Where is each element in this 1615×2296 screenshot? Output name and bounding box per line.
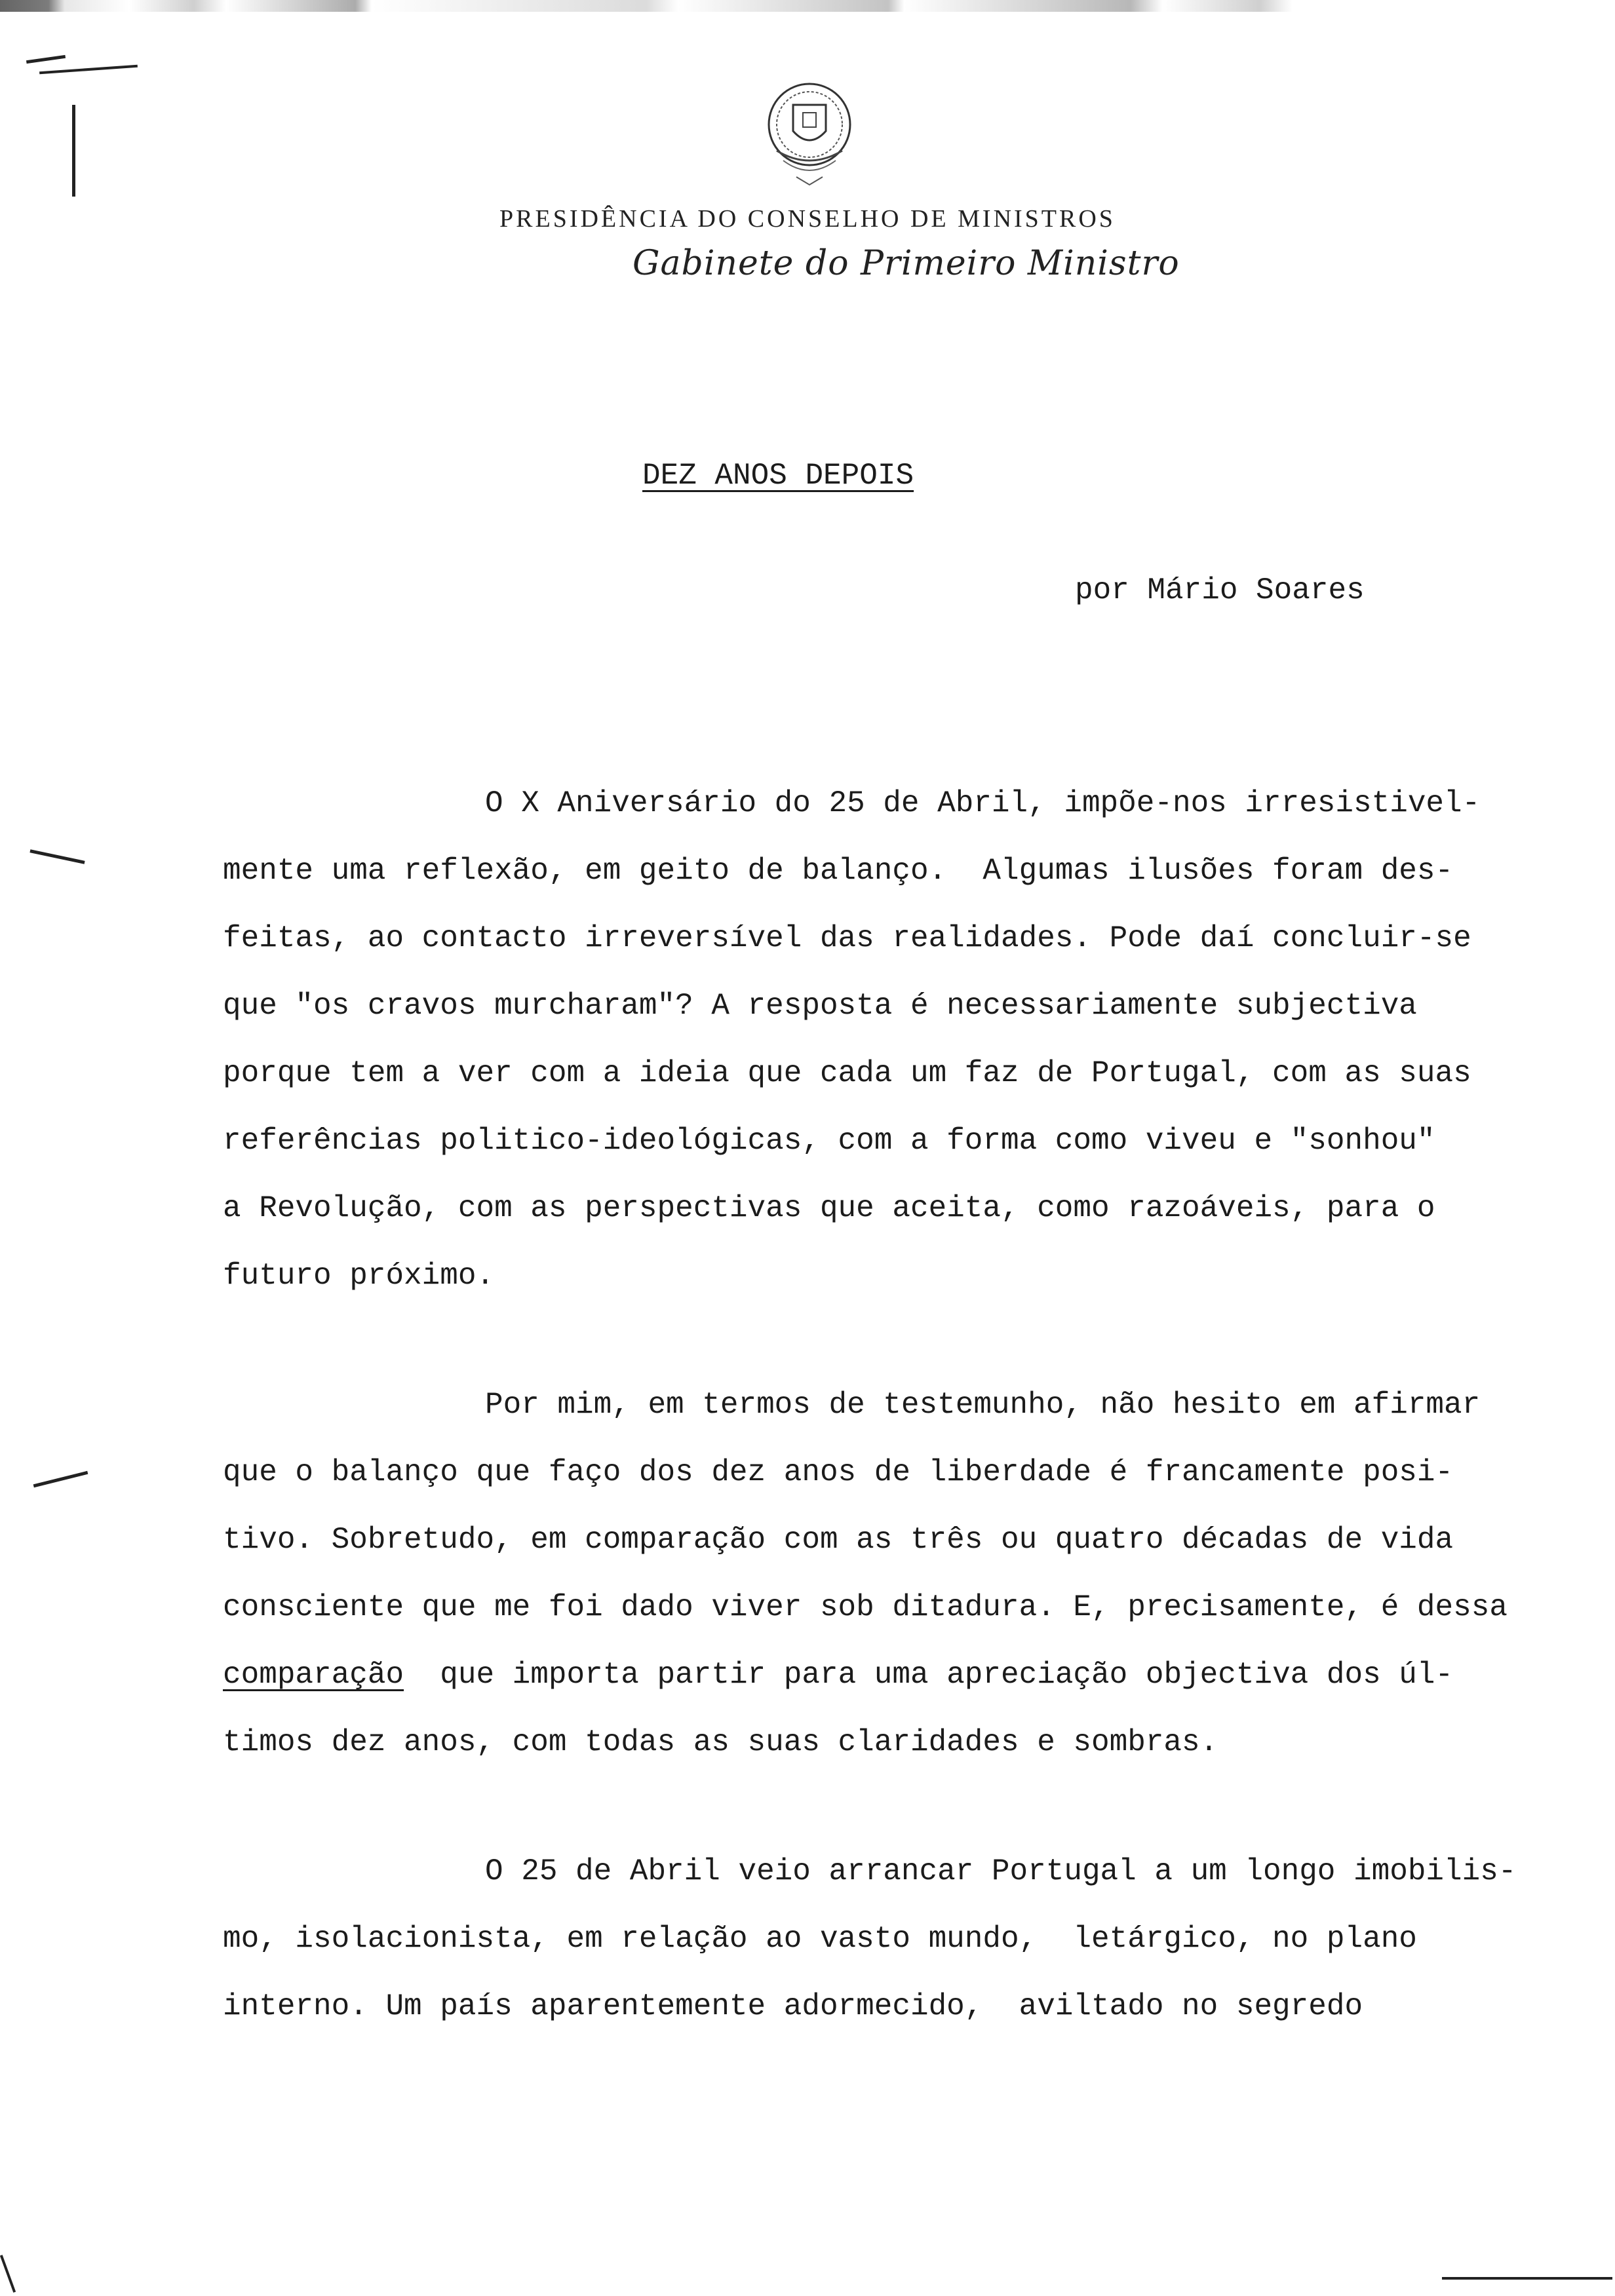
margin-mark: [0, 2255, 16, 2293]
paragraph-line: mo, isolacionista, em relação ao vasto mundo, letárgico, no plano: [223, 1922, 1417, 1956]
paragraph-line: a Revolução, com as perspectivas que aceita, como razoáveis, para o: [223, 1191, 1435, 1225]
margin-mark: [1442, 2277, 1612, 2280]
margin-mark: [29, 849, 85, 864]
article-byline: por Mário Soares: [1075, 573, 1365, 607]
paragraph-line: porque tem a ver com a ideia que cada um faz de Portugal, com as suas: [223, 1056, 1471, 1090]
paragraph-line: referências politico-ideológicas, com a forma como viveu e "sonhou": [223, 1124, 1435, 1158]
margin-mark: [26, 55, 66, 64]
paragraph-line: que "os cravos murcharam"? A resposta é necessariamente subjectiva: [223, 989, 1417, 1023]
letterhead-subtitle: Gabinete do Primeiro Ministro: [632, 244, 1180, 283]
scan-edge-artifact: [0, 0, 1615, 12]
coat-of-arms-icon: [757, 72, 862, 190]
article-title: DEZ ANOS DEPOIS: [642, 459, 914, 493]
paragraph-line: futuro próximo.: [223, 1259, 495, 1293]
paragraph-line: Por mim, em termos de testemunho, não hesito em afirmar: [485, 1388, 1481, 1422]
margin-mark: [39, 65, 138, 74]
paragraph-line: mente uma reflexão, em geito de balanço. Algumas ilusões foram des-: [223, 854, 1454, 888]
margin-mark: [33, 1471, 88, 1487]
margin-mark: [72, 105, 75, 197]
paragraph-line: timos dez anos, com todas as suas claridades e sombras.: [223, 1725, 1218, 1759]
paragraph-line: que o balanço que faço dos dez anos de liberdade é francamente posi-: [223, 1455, 1454, 1489]
paragraph-line: feitas, ao contacto irreversível das realidades. Pode daí concluir-se: [223, 921, 1471, 955]
underlined-word: comparação: [223, 1658, 404, 1692]
paragraph-line: consciente que me foi dado viver sob ditadura. E, precisamente, é dessa: [223, 1590, 1508, 1624]
letterhead-title: PRESIDÊNCIA DO CONSELHO DE MINISTROS: [499, 205, 1116, 233]
paragraph-line: que importa partir para uma apreciação objectiva dos úl-: [440, 1658, 1454, 1692]
paragraph-line: interno. Um país aparentemente adormecido, aviltado no segredo: [223, 1989, 1363, 2023]
paragraph-line: tivo. Sobretudo, em comparação com as três ou quatro décadas de vida: [223, 1523, 1454, 1557]
paragraph-line: O 25 de Abril veio arrancar Portugal a um longo imobilis-: [485, 1854, 1517, 1888]
paragraph-line-with-emphasis: [223, 1658, 1453, 1692]
paragraph-line: O X Aniversário do 25 de Abril, impõe-nos irresistivel-: [485, 786, 1481, 820]
